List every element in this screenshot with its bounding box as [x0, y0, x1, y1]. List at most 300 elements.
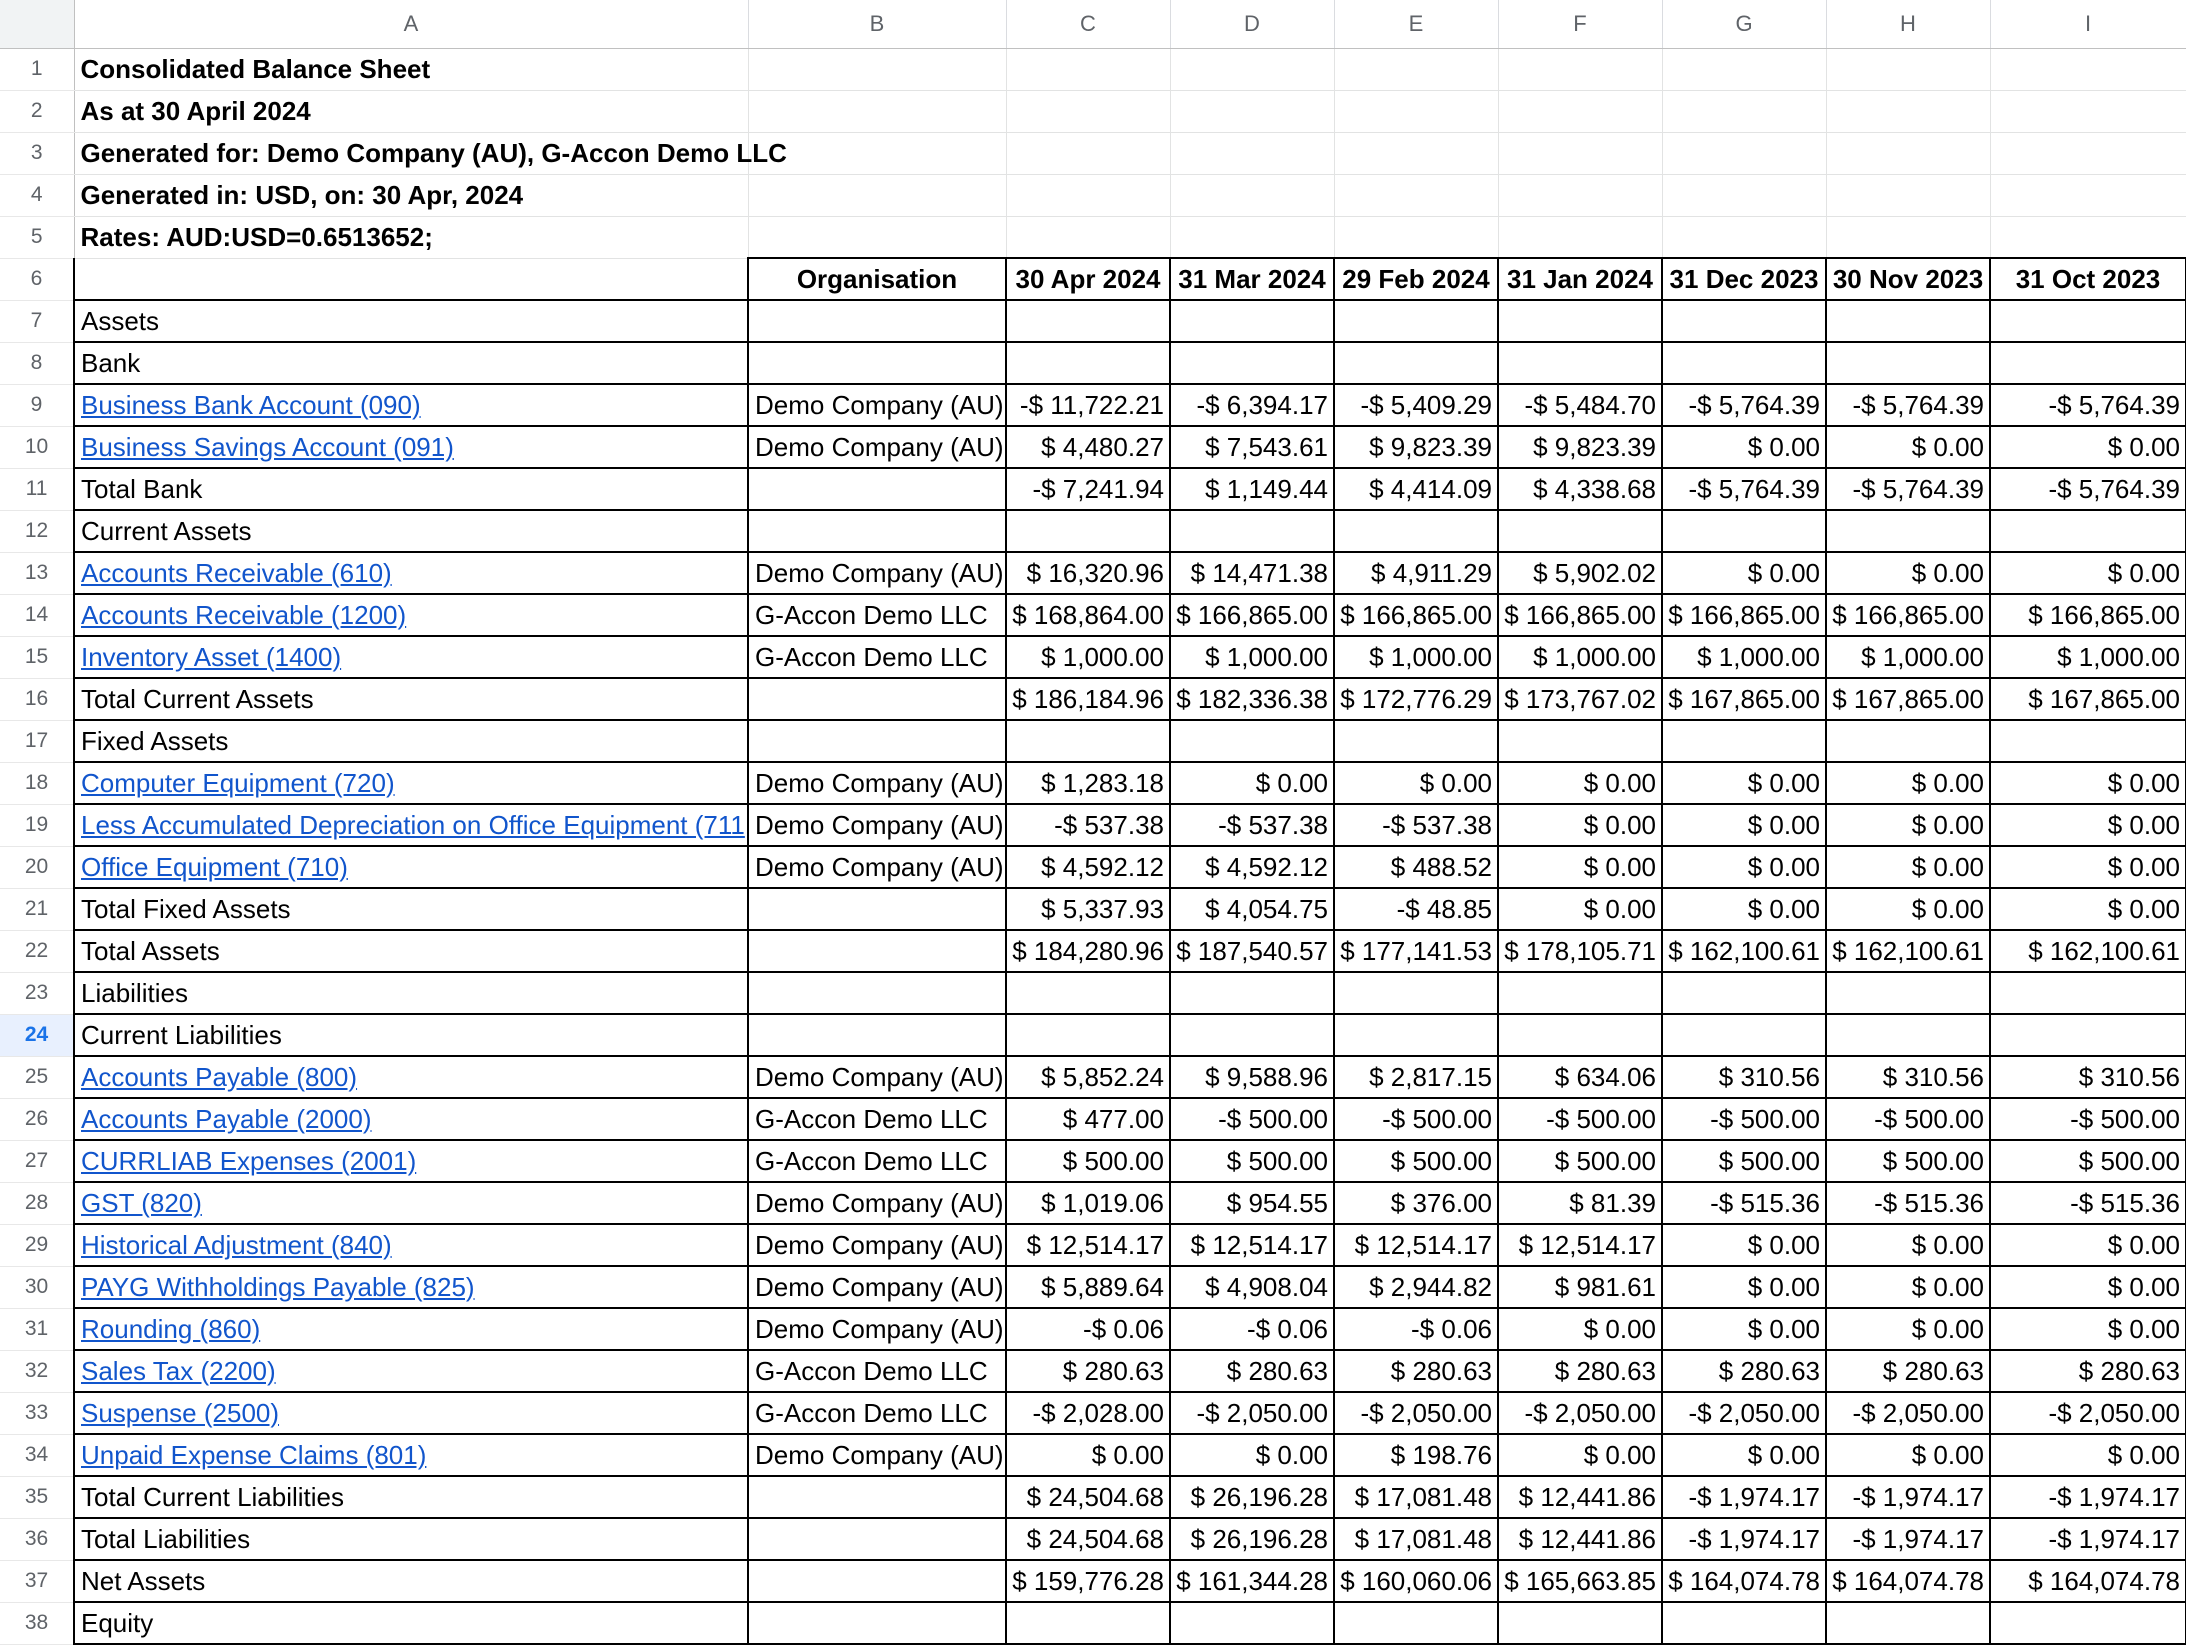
value-cell[interactable]: -$ 1,974.17 — [1990, 1476, 2186, 1518]
value-cell[interactable] — [1334, 342, 1498, 384]
value-cell[interactable]: $ 634.06 — [1498, 1056, 1662, 1098]
value-cell[interactable]: -$ 537.38 — [1006, 804, 1170, 846]
value-cell[interactable]: $ 12,514.17 — [1498, 1224, 1662, 1266]
account-link[interactable]: Accounts Payable (800) — [81, 1061, 358, 1092]
value-cell[interactable]: $ 0.00 — [1662, 1266, 1826, 1308]
organisation-cell[interactable] — [748, 1560, 1006, 1602]
value-cell[interactable]: $ 2,944.82 — [1334, 1266, 1498, 1308]
account-cell[interactable] — [74, 1350, 748, 1392]
account-link[interactable]: PAYG Withholdings Payable (825) — [81, 1271, 475, 1302]
value-cell[interactable] — [1990, 972, 2186, 1014]
row-header[interactable]: 38 — [0, 1602, 74, 1644]
row-header[interactable]: 29 — [0, 1224, 74, 1266]
value-cell[interactable]: $ 280.63 — [1006, 1350, 1170, 1392]
account-cell[interactable] — [74, 300, 748, 342]
select-all-corner[interactable] — [0, 0, 74, 48]
value-cell[interactable]: $ 0.00 — [1990, 762, 2186, 804]
value-cell[interactable]: $ 0.00 — [1498, 1434, 1662, 1476]
value-cell[interactable]: -$ 500.00 — [1990, 1098, 2186, 1140]
value-cell[interactable] — [1826, 342, 1990, 384]
organisation-cell[interactable]: Demo Company (AU) — [748, 1434, 1006, 1476]
column-header-c[interactable]: C — [1006, 0, 1170, 48]
value-cell[interactable]: $ 166,865.00 — [1170, 594, 1334, 636]
organisation-cell[interactable] — [748, 930, 1006, 972]
value-cell[interactable]: $ 17,081.48 — [1334, 1476, 1498, 1518]
empty-cell[interactable] — [1662, 90, 1826, 132]
account-cell[interactable] — [74, 1140, 748, 1182]
value-cell[interactable]: -$ 500.00 — [1826, 1098, 1990, 1140]
value-cell[interactable]: -$ 5,484.70 — [1498, 384, 1662, 426]
value-cell[interactable] — [1334, 1014, 1498, 1056]
value-cell[interactable]: -$ 2,050.00 — [1990, 1392, 2186, 1434]
value-cell[interactable]: $ 477.00 — [1006, 1098, 1170, 1140]
value-cell[interactable]: $ 164,074.78 — [1826, 1560, 1990, 1602]
organisation-cell[interactable] — [748, 1518, 1006, 1560]
empty-cell[interactable] — [1334, 174, 1498, 216]
value-cell[interactable]: $ 310.56 — [1826, 1056, 1990, 1098]
empty-cell[interactable] — [1498, 90, 1662, 132]
value-cell[interactable]: $ 4,054.75 — [1170, 888, 1334, 930]
value-cell[interactable]: $ 1,000.00 — [1170, 636, 1334, 678]
column-header-a[interactable]: A — [74, 0, 748, 48]
account-cell[interactable] — [74, 1308, 748, 1350]
value-cell[interactable]: $ 81.39 — [1498, 1182, 1662, 1224]
empty-cell[interactable] — [1990, 132, 2186, 174]
empty-cell[interactable] — [1006, 48, 1170, 90]
empty-cell[interactable] — [1170, 174, 1334, 216]
value-cell[interactable]: $ 12,514.17 — [1334, 1224, 1498, 1266]
value-cell[interactable] — [1170, 1602, 1334, 1644]
value-cell[interactable]: $ 9,823.39 — [1334, 426, 1498, 468]
empty-cell[interactable] — [1498, 48, 1662, 90]
organisation-cell[interactable]: Demo Company (AU) — [748, 1056, 1006, 1098]
account-cell[interactable] — [74, 1224, 748, 1266]
value-cell[interactable]: -$ 2,050.00 — [1826, 1392, 1990, 1434]
organisation-cell[interactable]: Demo Company (AU) — [748, 1224, 1006, 1266]
row-header[interactable]: 10 — [0, 426, 74, 468]
row-header[interactable]: 37 — [0, 1560, 74, 1602]
value-cell[interactable]: $ 16,320.96 — [1006, 552, 1170, 594]
column-header-i[interactable]: I — [1990, 0, 2186, 48]
organisation-cell[interactable] — [748, 678, 1006, 720]
value-cell[interactable]: $ 168,864.00 — [1006, 594, 1170, 636]
value-cell[interactable]: -$ 2,028.00 — [1006, 1392, 1170, 1434]
value-cell[interactable]: $ 1,000.00 — [1006, 636, 1170, 678]
row-header[interactable]: 30 — [0, 1266, 74, 1308]
empty-cell[interactable] — [1006, 132, 1170, 174]
column-header-b[interactable]: B — [748, 0, 1006, 48]
date-header[interactable]: 31 Mar 2024 — [1170, 258, 1334, 300]
row-header[interactable]: 14 — [0, 594, 74, 636]
value-cell[interactable]: $ 0.00 — [1662, 426, 1826, 468]
organisation-cell[interactable]: G-Accon Demo LLC — [748, 1350, 1006, 1392]
empty-cell[interactable] — [1170, 90, 1334, 132]
date-header[interactable]: 30 Apr 2024 — [1006, 258, 1170, 300]
row-header[interactable]: 7 — [0, 300, 74, 342]
date-header[interactable]: 31 Oct 2023 — [1990, 258, 2186, 300]
organisation-cell[interactable] — [748, 888, 1006, 930]
value-cell[interactable]: $ 166,865.00 — [1826, 594, 1990, 636]
value-cell[interactable]: $ 182,336.38 — [1170, 678, 1334, 720]
value-cell[interactable] — [1334, 720, 1498, 762]
value-cell[interactable]: -$ 0.06 — [1334, 1308, 1498, 1350]
value-cell[interactable]: $ 1,000.00 — [1826, 636, 1990, 678]
empty-cell[interactable] — [1006, 90, 1170, 132]
account-link[interactable]: Office Equipment (710) — [81, 851, 348, 882]
value-cell[interactable]: $ 24,504.68 — [1006, 1518, 1170, 1560]
value-cell[interactable]: $ 9,823.39 — [1498, 426, 1662, 468]
row-header[interactable]: 9 — [0, 384, 74, 426]
value-cell[interactable]: -$ 5,764.39 — [1826, 384, 1990, 426]
value-cell[interactable]: $ 167,865.00 — [1990, 678, 2186, 720]
empty-cell[interactable] — [74, 258, 748, 300]
value-cell[interactable] — [1662, 972, 1826, 1014]
organisation-cell[interactable]: G-Accon Demo LLC — [748, 1140, 1006, 1182]
value-cell[interactable]: -$ 537.38 — [1170, 804, 1334, 846]
empty-cell[interactable] — [1662, 216, 1826, 258]
value-cell[interactable]: $ 167,865.00 — [1662, 678, 1826, 720]
organisation-cell[interactable] — [748, 300, 1006, 342]
account-cell[interactable] — [74, 1560, 748, 1602]
value-cell[interactable]: $ 0.00 — [1662, 846, 1826, 888]
row-header[interactable]: 32 — [0, 1350, 74, 1392]
account-cell[interactable] — [74, 678, 748, 720]
organisation-cell[interactable]: Demo Company (AU) — [748, 1182, 1006, 1224]
account-link[interactable]: Business Savings Account (091) — [81, 431, 454, 462]
value-cell[interactable]: $ 981.61 — [1498, 1266, 1662, 1308]
value-cell[interactable]: $ 0.00 — [1662, 1434, 1826, 1476]
row-header[interactable]: 20 — [0, 846, 74, 888]
empty-cell[interactable] — [1334, 216, 1498, 258]
row-header[interactable]: 21 — [0, 888, 74, 930]
account-link[interactable]: Inventory Asset (1400) — [81, 641, 342, 672]
value-cell[interactable] — [1826, 1602, 1990, 1644]
account-cell[interactable] — [74, 888, 748, 930]
empty-cell[interactable] — [1170, 48, 1334, 90]
account-cell[interactable] — [74, 552, 748, 594]
row-header[interactable]: 6 — [0, 258, 74, 300]
value-cell[interactable]: -$ 500.00 — [1334, 1098, 1498, 1140]
value-cell[interactable]: $ 7,543.61 — [1170, 426, 1334, 468]
value-cell[interactable]: $ 0.00 — [1498, 804, 1662, 846]
value-cell[interactable]: $ 4,338.68 — [1498, 468, 1662, 510]
value-cell[interactable]: $ 0.00 — [1990, 552, 2186, 594]
value-cell[interactable] — [1826, 972, 1990, 1014]
column-header-h[interactable]: H — [1826, 0, 1990, 48]
value-cell[interactable]: $ 166,865.00 — [1334, 594, 1498, 636]
value-cell[interactable]: -$ 2,050.00 — [1662, 1392, 1826, 1434]
value-cell[interactable] — [1826, 510, 1990, 552]
value-cell[interactable]: $ 0.00 — [1498, 888, 1662, 930]
value-cell[interactable]: $ 0.00 — [1990, 888, 2186, 930]
value-cell[interactable]: $ 177,141.53 — [1334, 930, 1498, 972]
value-cell[interactable]: $ 954.55 — [1170, 1182, 1334, 1224]
value-cell[interactable] — [1006, 510, 1170, 552]
value-cell[interactable]: $ 0.00 — [1498, 762, 1662, 804]
value-cell[interactable]: $ 164,074.78 — [1990, 1560, 2186, 1602]
organisation-cell[interactable]: Demo Company (AU) — [748, 846, 1006, 888]
value-cell[interactable]: $ 310.56 — [1662, 1056, 1826, 1098]
value-cell[interactable]: $ 166,865.00 — [1662, 594, 1826, 636]
value-cell[interactable]: -$ 5,409.29 — [1334, 384, 1498, 426]
organisation-cell[interactable]: Demo Company (AU) — [748, 552, 1006, 594]
value-cell[interactable]: $ 14,471.38 — [1170, 552, 1334, 594]
organisation-cell[interactable]: G-Accon Demo LLC — [748, 1392, 1006, 1434]
value-cell[interactable]: $ 0.00 — [1990, 426, 2186, 468]
value-cell[interactable]: $ 5,889.64 — [1006, 1266, 1170, 1308]
row-header[interactable]: 2 — [0, 90, 74, 132]
value-cell[interactable]: $ 161,344.28 — [1170, 1560, 1334, 1602]
row-header[interactable]: 12 — [0, 510, 74, 552]
value-cell[interactable]: $ 1,000.00 — [1990, 636, 2186, 678]
value-cell[interactable]: -$ 6,394.17 — [1170, 384, 1334, 426]
organisation-cell[interactable]: Demo Company (AU) — [748, 762, 1006, 804]
empty-cell[interactable] — [1170, 216, 1334, 258]
value-cell[interactable]: $ 0.00 — [1826, 1266, 1990, 1308]
value-cell[interactable]: $ 280.63 — [1826, 1350, 1990, 1392]
column-header-f[interactable]: F — [1498, 0, 1662, 48]
value-cell[interactable]: $ 0.00 — [1826, 846, 1990, 888]
account-link[interactable]: Rounding (860) — [81, 1313, 261, 1344]
empty-cell[interactable] — [1826, 174, 1990, 216]
account-cell[interactable] — [74, 1476, 748, 1518]
account-link[interactable]: Computer Equipment (720) — [81, 767, 395, 798]
value-cell[interactable]: -$ 515.36 — [1826, 1182, 1990, 1224]
value-cell[interactable] — [1662, 1014, 1826, 1056]
organisation-cell[interactable] — [748, 1014, 1006, 1056]
empty-cell[interactable] — [1990, 174, 2186, 216]
value-cell[interactable]: $ 178,105.71 — [1498, 930, 1662, 972]
value-cell[interactable]: -$ 537.38 — [1334, 804, 1498, 846]
value-cell[interactable]: $ 488.52 — [1334, 846, 1498, 888]
value-cell[interactable]: -$ 500.00 — [1170, 1098, 1334, 1140]
value-cell[interactable]: $ 2,817.15 — [1334, 1056, 1498, 1098]
value-cell[interactable]: $ 0.00 — [1662, 1224, 1826, 1266]
value-cell[interactable]: $ 0.00 — [1990, 1266, 2186, 1308]
value-cell[interactable]: $ 166,865.00 — [1990, 594, 2186, 636]
empty-cell[interactable] — [1006, 216, 1170, 258]
value-cell[interactable]: -$ 0.06 — [1170, 1308, 1334, 1350]
value-cell[interactable]: $ 0.00 — [1006, 1434, 1170, 1476]
value-cell[interactable]: $ 0.00 — [1662, 804, 1826, 846]
value-cell[interactable]: $ 4,480.27 — [1006, 426, 1170, 468]
value-cell[interactable]: -$ 7,241.94 — [1006, 468, 1170, 510]
account-link[interactable]: Sales Tax (2200) — [81, 1355, 276, 1386]
value-cell[interactable]: $ 164,074.78 — [1662, 1560, 1826, 1602]
value-cell[interactable] — [1006, 300, 1170, 342]
value-cell[interactable]: $ 12,514.17 — [1006, 1224, 1170, 1266]
value-cell[interactable] — [1334, 300, 1498, 342]
value-cell[interactable]: $ 500.00 — [1498, 1140, 1662, 1182]
value-cell[interactable]: $ 0.00 — [1334, 762, 1498, 804]
value-cell[interactable] — [1662, 720, 1826, 762]
row-header[interactable]: 4 — [0, 174, 74, 216]
value-cell[interactable]: $ 159,776.28 — [1006, 1560, 1170, 1602]
value-cell[interactable]: $ 0.00 — [1826, 1434, 1990, 1476]
value-cell[interactable]: $ 160,060.06 — [1334, 1560, 1498, 1602]
value-cell[interactable] — [1990, 1602, 2186, 1644]
account-cell[interactable] — [74, 1098, 748, 1140]
account-cell[interactable] — [74, 1266, 748, 1308]
account-cell[interactable] — [74, 510, 748, 552]
row-header[interactable]: 16 — [0, 678, 74, 720]
value-cell[interactable]: -$ 2,050.00 — [1498, 1392, 1662, 1434]
value-cell[interactable] — [1006, 342, 1170, 384]
row-header[interactable]: 5 — [0, 216, 74, 258]
account-cell[interactable] — [74, 1056, 748, 1098]
value-cell[interactable]: $ 280.63 — [1170, 1350, 1334, 1392]
value-cell[interactable]: -$ 1,974.17 — [1826, 1476, 1990, 1518]
account-cell[interactable] — [74, 468, 748, 510]
account-cell[interactable] — [74, 594, 748, 636]
value-cell[interactable]: $ 0.00 — [1990, 846, 2186, 888]
row-header[interactable]: 23 — [0, 972, 74, 1014]
value-cell[interactable]: $ 0.00 — [1826, 762, 1990, 804]
value-cell[interactable]: $ 280.63 — [1334, 1350, 1498, 1392]
value-cell[interactable]: -$ 0.06 — [1006, 1308, 1170, 1350]
value-cell[interactable] — [1498, 1602, 1662, 1644]
empty-cell[interactable] — [1498, 132, 1662, 174]
empty-cell[interactable] — [748, 90, 1006, 132]
account-cell[interactable] — [74, 846, 748, 888]
value-cell[interactable]: $ 0.00 — [1826, 552, 1990, 594]
value-cell[interactable]: $ 187,540.57 — [1170, 930, 1334, 972]
row-header[interactable]: 8 — [0, 342, 74, 384]
value-cell[interactable]: $ 0.00 — [1826, 804, 1990, 846]
row-header[interactable]: 36 — [0, 1518, 74, 1560]
row-header[interactable]: 34 — [0, 1434, 74, 1476]
value-cell[interactable]: $ 162,100.61 — [1990, 930, 2186, 972]
value-cell[interactable]: $ 0.00 — [1826, 426, 1990, 468]
account-cell[interactable] — [74, 762, 748, 804]
date-header[interactable]: 30 Nov 2023 — [1826, 258, 1990, 300]
value-cell[interactable]: -$ 1,974.17 — [1826, 1518, 1990, 1560]
value-cell[interactable]: $ 5,852.24 — [1006, 1056, 1170, 1098]
empty-cell[interactable] — [748, 48, 1006, 90]
value-cell[interactable]: $ 4,911.29 — [1334, 552, 1498, 594]
account-cell[interactable] — [74, 636, 748, 678]
empty-cell[interactable] — [748, 174, 1006, 216]
value-cell[interactable]: $ 5,902.02 — [1498, 552, 1662, 594]
organisation-cell[interactable]: Demo Company (AU) — [748, 804, 1006, 846]
account-cell[interactable] — [74, 1602, 748, 1644]
account-cell[interactable] — [74, 972, 748, 1014]
value-cell[interactable]: -$ 1,974.17 — [1662, 1518, 1826, 1560]
empty-cell[interactable] — [1334, 48, 1498, 90]
empty-cell[interactable] — [1662, 48, 1826, 90]
value-cell[interactable]: $ 17,081.48 — [1334, 1518, 1498, 1560]
organisation-cell[interactable]: Demo Company (AU) — [748, 1266, 1006, 1308]
row-header[interactable]: 25 — [0, 1056, 74, 1098]
value-cell[interactable]: $ 0.00 — [1662, 552, 1826, 594]
empty-cell[interactable] — [1498, 174, 1662, 216]
organisation-header[interactable]: Organisation — [748, 258, 1006, 300]
account-cell[interactable] — [74, 384, 748, 426]
value-cell[interactable] — [1170, 300, 1334, 342]
organisation-cell[interactable]: G-Accon Demo LLC — [748, 594, 1006, 636]
empty-cell[interactable] — [1662, 174, 1826, 216]
title-cell[interactable]: As at 30 April 2024 — [74, 90, 748, 132]
row-header[interactable]: 19 — [0, 804, 74, 846]
value-cell[interactable] — [1170, 342, 1334, 384]
value-cell[interactable]: -$ 515.36 — [1990, 1182, 2186, 1224]
row-header[interactable]: 22 — [0, 930, 74, 972]
value-cell[interactable] — [1662, 1602, 1826, 1644]
empty-cell[interactable] — [1990, 48, 2186, 90]
value-cell[interactable] — [1006, 972, 1170, 1014]
value-cell[interactable] — [1170, 972, 1334, 1014]
value-cell[interactable]: $ 0.00 — [1990, 1434, 2186, 1476]
value-cell[interactable]: $ 0.00 — [1170, 762, 1334, 804]
date-header[interactable]: 31 Dec 2023 — [1662, 258, 1826, 300]
organisation-cell[interactable] — [748, 342, 1006, 384]
value-cell[interactable] — [1990, 1014, 2186, 1056]
value-cell[interactable] — [1990, 510, 2186, 552]
account-cell[interactable] — [74, 1182, 748, 1224]
column-header-d[interactable]: D — [1170, 0, 1334, 48]
organisation-cell[interactable]: Demo Company (AU) — [748, 426, 1006, 468]
value-cell[interactable]: -$ 515.36 — [1662, 1182, 1826, 1224]
value-cell[interactable]: -$ 5,764.39 — [1662, 384, 1826, 426]
account-cell[interactable] — [74, 804, 748, 846]
value-cell[interactable]: $ 184,280.96 — [1006, 930, 1170, 972]
value-cell[interactable] — [1498, 972, 1662, 1014]
value-cell[interactable]: $ 4,414.09 — [1334, 468, 1498, 510]
date-header[interactable]: 31 Jan 2024 — [1498, 258, 1662, 300]
value-cell[interactable]: $ 24,504.68 — [1006, 1476, 1170, 1518]
empty-cell[interactable] — [1334, 132, 1498, 174]
value-cell[interactable] — [1990, 720, 2186, 762]
empty-cell[interactable] — [1990, 216, 2186, 258]
empty-cell[interactable] — [1498, 216, 1662, 258]
empty-cell[interactable] — [1826, 216, 1990, 258]
value-cell[interactable]: $ 500.00 — [1662, 1140, 1826, 1182]
value-cell[interactable] — [1170, 720, 1334, 762]
value-cell[interactable]: $ 12,514.17 — [1170, 1224, 1334, 1266]
value-cell[interactable]: $ 0.00 — [1990, 804, 2186, 846]
account-link[interactable]: Less Accumulated Depreciation on Office Equipment (711 — [81, 809, 745, 840]
title-cell[interactable]: Rates: AUD:USD=0.6513652; — [74, 216, 748, 258]
value-cell[interactable]: $ 280.63 — [1990, 1350, 2186, 1392]
value-cell[interactable]: $ 4,592.12 — [1170, 846, 1334, 888]
account-link[interactable]: Accounts Receivable (1200) — [81, 599, 407, 630]
value-cell[interactable]: -$ 500.00 — [1498, 1098, 1662, 1140]
row-header[interactable]: 3 — [0, 132, 74, 174]
account-link[interactable]: Business Bank Account (090) — [81, 389, 421, 420]
value-cell[interactable] — [1498, 720, 1662, 762]
account-cell[interactable] — [74, 720, 748, 762]
empty-cell[interactable] — [1334, 90, 1498, 132]
value-cell[interactable]: $ 167,865.00 — [1826, 678, 1990, 720]
value-cell[interactable] — [1006, 1602, 1170, 1644]
row-header[interactable]: 26 — [0, 1098, 74, 1140]
organisation-cell[interactable]: G-Accon Demo LLC — [748, 636, 1006, 678]
row-header[interactable]: 27 — [0, 1140, 74, 1182]
value-cell[interactable] — [1006, 1014, 1170, 1056]
value-cell[interactable]: $ 162,100.61 — [1826, 930, 1990, 972]
value-cell[interactable]: $ 166,865.00 — [1498, 594, 1662, 636]
value-cell[interactable]: $ 310.56 — [1990, 1056, 2186, 1098]
empty-cell[interactable] — [1990, 90, 2186, 132]
organisation-cell[interactable] — [748, 1476, 1006, 1518]
account-cell[interactable] — [74, 426, 748, 468]
organisation-cell[interactable]: Demo Company (AU) — [748, 384, 1006, 426]
row-header[interactable]: 31 — [0, 1308, 74, 1350]
value-cell[interactable] — [1334, 510, 1498, 552]
value-cell[interactable]: $ 12,441.86 — [1498, 1518, 1662, 1560]
value-cell[interactable]: $ 4,592.12 — [1006, 846, 1170, 888]
empty-cell[interactable] — [1662, 132, 1826, 174]
